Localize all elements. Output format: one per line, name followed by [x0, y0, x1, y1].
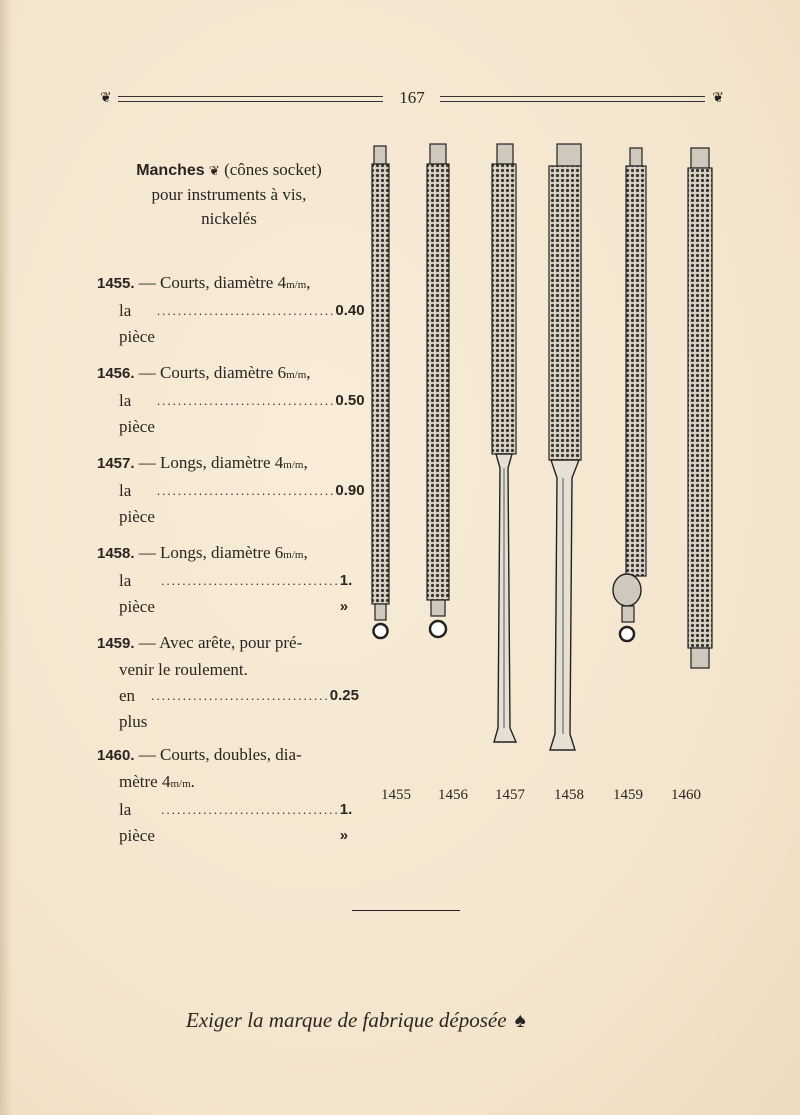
dot-leader: ..................................	[161, 802, 340, 817]
list-item	[97, 742, 359, 849]
trademark-spade-icon: ♠	[514, 1008, 526, 1032]
footer-trademark	[186, 1008, 626, 1033]
handle-1455	[372, 146, 389, 638]
header-rule-right	[440, 96, 705, 102]
brand-mark-icon: ❦	[208, 163, 220, 178]
item-label: en plus	[119, 686, 148, 731]
page-number: 167	[399, 88, 425, 107]
handle-label: 1460	[671, 787, 701, 803]
item-price: 1. »	[339, 572, 353, 615]
footer-text: Exiger la marque de fabrique déposée	[186, 1008, 507, 1032]
item-unit: m/m	[170, 778, 191, 790]
title-rest: (cônes socket)	[224, 160, 322, 179]
list-item	[97, 450, 365, 530]
item-label: la pièce	[119, 571, 155, 616]
item-punct: ,	[306, 273, 311, 292]
item-description: — Avec arête, pour pré-	[138, 633, 303, 652]
item-punct: ,	[303, 453, 308, 472]
handle-label: 1458	[554, 787, 584, 803]
handles-illustration	[360, 138, 720, 758]
item-number: 1457.	[97, 455, 135, 472]
list-item	[97, 630, 359, 735]
item-unit: m/m	[286, 369, 307, 381]
handle-1458	[549, 144, 581, 750]
item-label: la pièce	[119, 391, 155, 436]
item-number: 1458.	[97, 545, 135, 562]
item-description: — Longs, diamètre 6	[138, 543, 284, 562]
section-title	[104, 158, 354, 231]
item-label: la pièce	[119, 301, 155, 346]
dot-leader: ..................................	[156, 303, 336, 318]
list-item	[97, 270, 365, 350]
item-price: 0.50	[335, 392, 365, 409]
item-price: 0.25	[329, 687, 359, 704]
handle-1459	[613, 148, 646, 641]
handle-label: 1455	[381, 787, 411, 803]
ornament-right-icon: ❦	[712, 91, 724, 106]
list-item	[97, 540, 359, 620]
item-unit: m/m	[286, 279, 307, 291]
handle-1456	[427, 144, 449, 637]
item-unit: m/m	[283, 549, 304, 561]
item-punct: ,	[306, 363, 311, 382]
dot-leader: ..................................	[161, 573, 340, 588]
dot-leader: ..................................	[156, 393, 336, 408]
item-price: 0.90	[335, 482, 365, 499]
header-rule-left	[118, 96, 383, 102]
handle-1457	[492, 144, 516, 742]
item-description: — Courts, diamètre 6	[138, 363, 287, 382]
item-unit: m/m	[283, 459, 304, 471]
dot-leader: ..................................	[156, 483, 336, 498]
handle-label: 1459	[613, 787, 643, 803]
item-description: — Courts, doubles, dia-	[138, 745, 302, 764]
item-number: 1456.	[97, 365, 135, 382]
item-price: 1. »	[339, 801, 353, 844]
page-edge-shadow	[0, 0, 12, 1115]
item-description: — Courts, diamètre 4	[138, 273, 287, 292]
ornament-left-icon: ❦	[100, 91, 112, 106]
section-divider	[352, 910, 460, 911]
item-label: la pièce	[119, 800, 155, 845]
item-number: 1459.	[97, 635, 135, 652]
handle-label: 1457	[495, 787, 525, 803]
handle-label: 1456	[438, 787, 468, 803]
list-item	[97, 360, 365, 440]
dot-leader: ..................................	[151, 688, 330, 703]
item-description: — Longs, diamètre 4	[138, 453, 284, 472]
title-line3: nickelés	[201, 209, 257, 228]
title-bold: Manches	[136, 162, 205, 179]
item-number: 1460.	[97, 747, 135, 764]
item-punct: .	[190, 772, 195, 791]
item-punct: ,	[303, 543, 308, 562]
item-label: la pièce	[119, 481, 155, 526]
item-description-cont: mètre 4	[119, 772, 171, 791]
item-number: 1455.	[97, 275, 135, 292]
handle-1460	[688, 148, 712, 668]
page-header	[100, 88, 724, 108]
title-line2: pour instruments à vis,	[151, 185, 307, 204]
item-price: 0.40	[335, 302, 365, 319]
item-description-cont: venir le roulement.	[119, 660, 248, 679]
